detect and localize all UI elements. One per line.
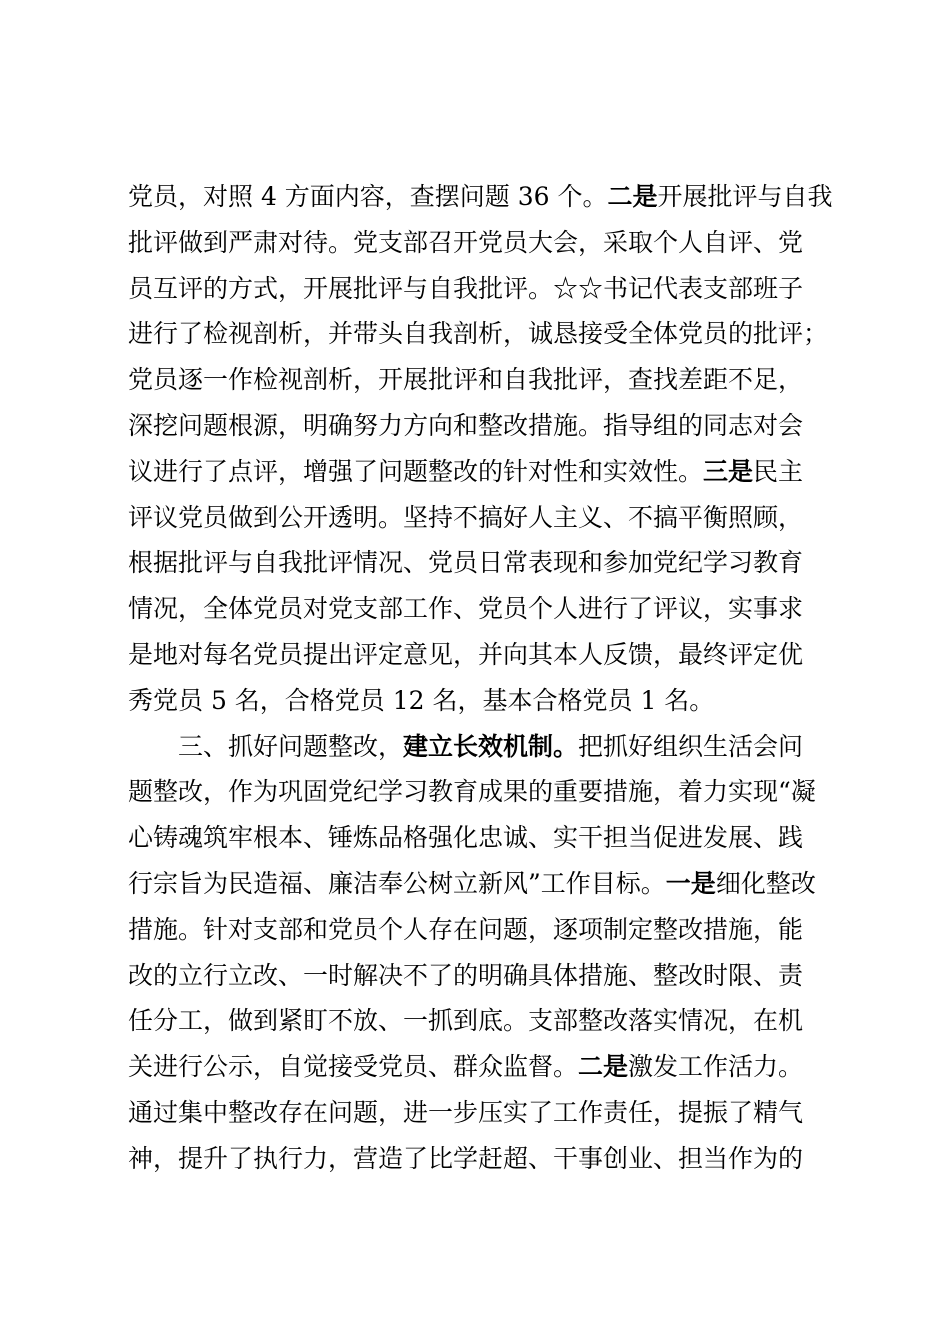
text-segment: 进行了检视剖析，并带头自我剖析，诚恳接受全体党员的批评；: [128, 319, 829, 349]
text-line: [128, 678, 868, 724]
text-segment: 题整改，作为巩固党纪学习教育成果的重要措施，着力实现“凝: [128, 777, 816, 807]
text-segment: 改的立行立改、一时解决不了的明确具体措施、整改时限、责: [128, 960, 804, 990]
text-segment: 评议党员做到公开透明。坚持不搞好人主义、不搞平衡照顾，: [128, 502, 804, 532]
bold-text-segment: 二是: [607, 182, 658, 211]
text-segment: 关进行公示，自觉接受党员、群众监督。: [128, 1052, 579, 1082]
text-segment: 根据批评与自我批评情况、党员日常表现和参加党纪学习教育: [128, 548, 804, 578]
text-line: [128, 495, 868, 541]
text-segment: 把抓好组织生活会问: [578, 731, 804, 761]
text-line: [128, 1090, 868, 1136]
bold-text-segment: 一是: [665, 868, 716, 898]
text-segment: 神，提升了执行力，营造了比学赶超、干事创业、担当作为的: [128, 1143, 804, 1173]
text-segment: 措施。针对支部和党员个人存在问题，逐项制定整改措施，能: [128, 914, 804, 944]
text-segment: 心铸魂筑牢根本、锤炼品格强化忠诚、实干担当促进发展、践: [128, 823, 804, 853]
bold-text-segment: 三是: [703, 456, 754, 486]
text-segment: 民主: [753, 456, 804, 486]
text-line: [128, 724, 868, 770]
text-line: [128, 1136, 868, 1182]
text-line: [128, 586, 868, 632]
text-segment: 党员，对照 4 方面内容，查摆问题 36 个。: [128, 182, 608, 211]
text-segment: 议进行了点评，增强了问题整改的针对性和实效性。: [128, 456, 704, 486]
text-line: [128, 311, 868, 357]
text-segment: 激发工作活力。: [628, 1052, 804, 1082]
text-line: [128, 403, 868, 449]
text-segment: 党员逐一作检视剖析，开展批评和自我批评，查找差距不足，: [128, 365, 804, 395]
document-body-text: [128, 174, 868, 1182]
text-line: [128, 998, 868, 1044]
text-segment: 三、抓好问题整改，: [178, 731, 404, 761]
text-segment: 通过集中整改存在问题，进一步压实了工作责任，提振了精气: [128, 1097, 804, 1127]
text-segment: 秀党员 5 名，合格党员 12 名，基本合格党员 1 名。: [128, 685, 715, 715]
bold-text-segment: 二是: [578, 1052, 629, 1082]
text-segment: 情况，全体党员对党支部工作、党员个人进行了评议，实事求: [128, 594, 804, 624]
text-segment: 细化整改: [715, 868, 816, 898]
text-line: [128, 953, 868, 999]
text-line: [128, 357, 868, 403]
text-segment: 行宗旨为民造福、廉洁奉公树立新风”工作目标。: [128, 868, 666, 898]
text-segment: 任分工，做到紧盯不放、一抓到底。支部整改落实情况，在机: [128, 1006, 804, 1036]
text-line: [128, 449, 868, 495]
text-line: [128, 540, 868, 586]
text-line: [128, 1044, 868, 1090]
text-segment: 批评做到严肃对待。党支部召开党员大会，采取个人自评、党: [128, 227, 804, 257]
text-segment: 是地对每名党员提出评定意见，并向其本人反馈，最终评定优: [128, 639, 804, 669]
text-line: [128, 815, 868, 861]
bold-text-segment: 建立长效机制。: [403, 731, 579, 761]
text-line: [128, 220, 868, 266]
text-line: [128, 769, 868, 815]
text-line: [128, 632, 868, 678]
text-line: [128, 907, 868, 953]
text-line: [128, 174, 868, 220]
text-line: [128, 266, 868, 312]
text-segment: 员互评的方式，开展批评与自我批评。☆☆书记代表支部班子: [128, 273, 804, 303]
text-segment: 深挖问题根源，明确努力方向和整改措施。指导组的同志对会: [128, 410, 804, 440]
text-segment: 开展批评与自我: [657, 182, 833, 211]
text-line: [128, 861, 868, 907]
